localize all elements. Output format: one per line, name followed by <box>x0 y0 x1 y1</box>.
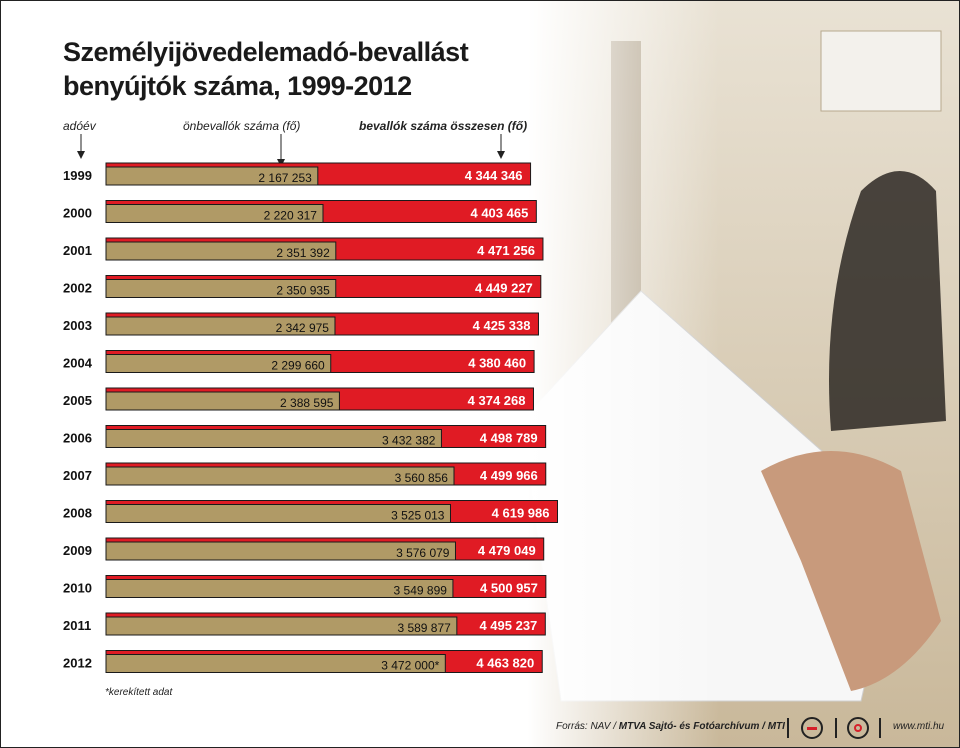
footnote: *kerekített adat <box>105 687 173 698</box>
source-agency: MTVA Sajtó- és Fotóarchívum / MTI <box>618 721 785 732</box>
footer-separator <box>835 718 837 738</box>
self-filers-header: önbevallók száma (fő) <box>183 119 301 133</box>
self-value-label: 2 299 660 <box>271 358 325 373</box>
self-value-label: 3 589 877 <box>397 621 451 635</box>
year-label: 2000 <box>63 205 92 221</box>
source-prefix: Forrás: NAV / <box>556 721 619 732</box>
year-label: 2008 <box>63 505 92 521</box>
total-value-label: 4 449 227 <box>474 280 533 296</box>
footer-separator <box>879 718 881 738</box>
self-value-label: 2 167 253 <box>258 171 312 185</box>
year-label: 2002 <box>63 280 92 296</box>
self-value-label: 2 388 595 <box>280 396 334 410</box>
year-label: 2001 <box>63 243 92 258</box>
self-value-label: 3 576 079 <box>396 546 450 560</box>
website-link[interactable]: www.mti.hu <box>893 721 945 732</box>
year-label: 1999 <box>63 168 92 183</box>
chart-title-line-2: benyújtók száma, 1999-2012 <box>63 71 412 101</box>
source-credit <box>556 721 785 732</box>
self-value-label: 2 342 975 <box>275 321 329 335</box>
total-value-label: 4 380 460 <box>468 355 527 371</box>
self-value-label: 3 432 382 <box>382 433 436 448</box>
bar-chart <box>1 1 960 748</box>
mti-logo-icon <box>847 717 869 739</box>
total-value-label: 4 495 237 <box>479 618 538 633</box>
self-value-label: 3 560 856 <box>394 471 448 485</box>
year-header-arrowhead <box>77 151 85 159</box>
total-value-label: 4 500 957 <box>480 580 538 596</box>
total-value-label: 4 479 049 <box>477 543 536 558</box>
total-value-label: 4 619 986 <box>491 505 550 521</box>
year-column-header: adóév <box>63 119 96 133</box>
year-label: 2009 <box>63 543 92 558</box>
footer <box>1 709 959 747</box>
self-value-label: 2 220 317 <box>263 208 317 223</box>
total-value-label: 4 425 338 <box>472 318 531 333</box>
total-header-arrowhead <box>497 151 505 159</box>
year-label: 2010 <box>63 580 92 596</box>
self-value-label: 3 525 013 <box>391 508 445 523</box>
self-value-label: 2 351 392 <box>276 246 330 260</box>
total-value-label: 4 403 465 <box>470 205 529 221</box>
mtva-logo-icon <box>801 717 823 739</box>
self-value-label: 2 350 935 <box>276 283 330 298</box>
chart-title-line-1: Személyijövedelemadó-bevallást <box>63 37 469 67</box>
total-value-label: 4 498 789 <box>479 430 538 446</box>
total-value-label: 4 471 256 <box>477 243 535 258</box>
year-label: 2007 <box>63 468 92 483</box>
self-value-label: 3 549 899 <box>393 583 447 598</box>
year-label: 2006 <box>63 430 92 446</box>
total-value-label: 4 463 820 <box>476 655 535 671</box>
total-value-label: 4 499 966 <box>479 468 538 483</box>
year-label: 2003 <box>63 318 92 333</box>
year-label: 2012 <box>63 655 92 671</box>
year-label: 2011 <box>63 618 92 633</box>
year-label: 2004 <box>63 355 92 371</box>
total-value-label: 4 374 268 <box>467 393 526 408</box>
total-value-label: 4 344 346 <box>464 168 523 183</box>
self-value-label: 3 472 000* <box>381 658 440 673</box>
year-label: 2005 <box>63 393 92 408</box>
footer-separator <box>787 718 789 738</box>
total-filers-header: bevallók száma összesen (fő) <box>359 119 528 133</box>
